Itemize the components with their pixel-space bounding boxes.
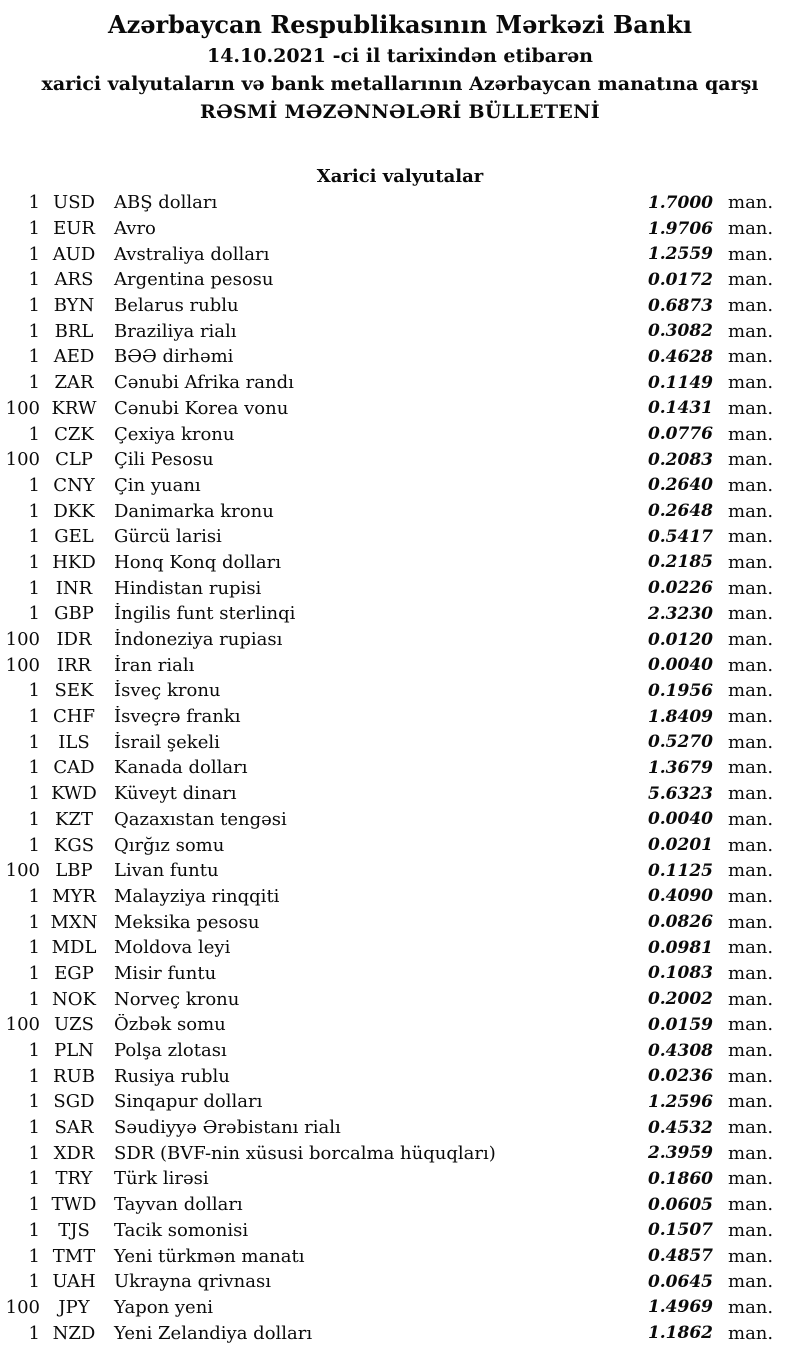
currency-code: MXN [50, 911, 98, 933]
table-row [0, 755, 800, 781]
currency-code: AUD [52, 243, 96, 265]
table-row [0, 1192, 800, 1218]
currency-code: SGD [53, 1091, 95, 1113]
currency-name: Yapon yeni [114, 1296, 214, 1318]
unit-label: man. [728, 500, 774, 522]
currency-name: İsveçrə frankı [114, 706, 241, 728]
rate-value: 1.8409 [647, 706, 713, 727]
currency-quantity: 100 [5, 397, 40, 419]
currency-name: Tayvan dolları [114, 1194, 243, 1216]
unit-label: man. [728, 1168, 774, 1190]
rate-value: 0.1149 [647, 372, 713, 393]
table-row [0, 601, 800, 627]
currency-quantity: 1 [28, 1245, 40, 1267]
currency-name: Misir funtu [114, 962, 217, 984]
table-row [0, 498, 800, 524]
currency-quantity: 1 [28, 218, 40, 240]
table-row [0, 550, 800, 576]
currency-quantity: 1 [28, 937, 40, 959]
currency-quantity: 1 [28, 192, 40, 214]
rate-value: 0.4090 [647, 886, 713, 907]
table-row [0, 678, 800, 704]
currency-code: CAD [53, 757, 95, 779]
currency-name: Meksika pesosu [114, 911, 260, 933]
unit-label: man. [728, 1322, 774, 1344]
currency-quantity: 1 [28, 320, 40, 342]
rate-value: 0.0159 [647, 1014, 713, 1035]
unit-label: man. [728, 1040, 774, 1062]
unit-label: man. [728, 243, 774, 265]
rate-value: 0.4857 [647, 1246, 713, 1267]
rate-value: 0.0605 [647, 1194, 713, 1215]
currency-name: Çin yuanı [114, 474, 201, 496]
table-row [0, 396, 800, 422]
currency-name: Moldova leyi [114, 937, 231, 959]
currency-code: MYR [52, 885, 96, 907]
table-row [0, 729, 800, 755]
currency-quantity: 1 [28, 1117, 40, 1139]
unit-label: man. [728, 1014, 774, 1036]
rate-value: 0.0981 [647, 937, 713, 958]
currency-quantity: 1 [28, 603, 40, 625]
currency-code: IDR [56, 629, 92, 651]
unit-label: man. [728, 962, 774, 984]
table-row [0, 986, 800, 1012]
currency-code: TWD [51, 1194, 97, 1216]
currency-name: Qırğız somu [114, 834, 225, 856]
currency-code: GEL [54, 526, 94, 548]
rate-value: 0.0120 [647, 629, 713, 650]
table-row [0, 781, 800, 807]
currency-name: Rusiya rublu [114, 1065, 230, 1087]
currency-rates-table [0, 190, 800, 1346]
unit-label: man. [728, 1065, 774, 1087]
currency-name: Norveç kronu [114, 988, 240, 1010]
currency-name: İsrail şekeli [114, 731, 220, 753]
rate-value: 0.1083 [647, 963, 713, 984]
rate-value: 0.2002 [647, 989, 713, 1010]
currency-name: İndoneziya rupiası [114, 629, 283, 651]
currency-code: CHF [53, 706, 95, 728]
currency-quantity: 1 [28, 269, 40, 291]
currency-code: UZS [53, 1014, 94, 1036]
rate-value: 0.1860 [647, 1168, 713, 1189]
currency-code: XDR [53, 1142, 95, 1164]
table-row [0, 1140, 800, 1166]
unit-label: man. [728, 629, 774, 651]
currency-code: KZT [55, 808, 93, 830]
unit-label: man. [728, 1117, 774, 1139]
currency-quantity: 1 [28, 706, 40, 728]
currency-code: UAH [52, 1271, 96, 1293]
table-row [0, 447, 800, 473]
currency-name: Honq Konq dolları [114, 551, 281, 573]
currency-code: EGP [54, 962, 94, 984]
currency-quantity: 100 [5, 860, 40, 882]
rate-value: 0.0645 [647, 1271, 713, 1292]
currency-code: KRW [51, 397, 97, 419]
rate-value: 2.3230 [647, 603, 713, 624]
unit-label: man. [728, 988, 774, 1010]
currency-name: Avstraliya dolları [114, 243, 270, 265]
unit-label: man. [728, 526, 774, 548]
currency-quantity: 1 [28, 680, 40, 702]
currency-code: AED [53, 346, 95, 368]
unit-label: man. [728, 680, 774, 702]
unit-label: man. [728, 783, 774, 805]
currency-quantity: 1 [28, 1091, 40, 1113]
currency-code: ARS [54, 269, 94, 291]
currency-quantity: 1 [28, 834, 40, 856]
currency-code: JPY [58, 1296, 90, 1318]
currency-quantity: 1 [28, 243, 40, 265]
table-row [0, 267, 800, 293]
currency-name: Polşa zlotası [114, 1040, 227, 1062]
unit-label: man. [728, 474, 774, 496]
table-row [0, 1012, 800, 1038]
currency-name: Braziliya rialı [114, 320, 237, 342]
currency-code: CNY [53, 474, 95, 496]
unit-label: man. [728, 295, 774, 317]
currency-name: Gürcü larisi [114, 526, 222, 548]
currency-quantity: 1 [28, 1322, 40, 1344]
currency-name: Çili Pesosu [114, 449, 214, 471]
table-row [0, 1038, 800, 1064]
table-row [0, 1063, 800, 1089]
currency-quantity: 1 [28, 295, 40, 317]
table-row [0, 627, 800, 653]
unit-label: man. [728, 706, 774, 728]
currency-quantity: 1 [28, 1040, 40, 1062]
currency-quantity: 1 [28, 577, 40, 599]
rate-value: 0.4308 [647, 1040, 713, 1061]
rate-value: 0.4628 [647, 346, 713, 367]
currency-code: IRR [56, 654, 92, 676]
currency-quantity: 100 [5, 449, 40, 471]
table-row [0, 652, 800, 678]
currency-name: ABŞ dolları [114, 192, 218, 214]
currency-name: Livan funtu [114, 860, 219, 882]
currency-quantity: 1 [28, 962, 40, 984]
effective-date-line: 14.10.2021 -ci il tarixindən etibarən [206, 45, 593, 67]
bulletin-subtitle: xarici valyutaların və bank metallarının Azərbaycan manatına qarşı [41, 73, 759, 95]
currency-name: Sinqapur dolları [114, 1091, 263, 1113]
currency-name: Yeni türkmən manatı [114, 1245, 305, 1267]
currency-code: RUB [53, 1065, 95, 1087]
table-row [0, 1269, 800, 1295]
rate-value: 1.3679 [647, 757, 713, 778]
currency-quantity: 1 [28, 346, 40, 368]
rate-value: 0.5270 [647, 732, 713, 753]
currency-quantity: 100 [5, 1296, 40, 1318]
table-row [0, 575, 800, 601]
currency-name: Səudiyyə Ərəbistanı rialı [114, 1117, 341, 1139]
unit-label: man. [728, 757, 774, 779]
rate-value: 0.6873 [647, 295, 713, 316]
rate-value: 0.0826 [647, 912, 713, 933]
unit-label: man. [728, 1296, 774, 1318]
rate-value: 2.3959 [647, 1143, 713, 1164]
unit-label: man. [728, 397, 774, 419]
currency-quantity: 1 [28, 757, 40, 779]
currency-code: TJS [58, 1219, 90, 1241]
currency-code: SAR [54, 1117, 94, 1139]
currency-name: Ukrayna qrivnası [114, 1271, 271, 1293]
rate-value: 1.4969 [647, 1297, 713, 1318]
rate-value: 0.1431 [647, 398, 713, 419]
table-row [0, 293, 800, 319]
unit-label: man. [728, 911, 774, 933]
bank-name-title: Azərbaycan Respublikasının Mərkəzi Bankı [107, 10, 693, 39]
currency-quantity: 1 [28, 526, 40, 548]
currency-quantity: 1 [28, 808, 40, 830]
rate-value: 0.1507 [647, 1220, 713, 1241]
currency-code: CZK [54, 423, 94, 445]
table-row [0, 216, 800, 242]
currency-name: Argentina pesosu [114, 269, 274, 291]
currency-code: SEK [54, 680, 94, 702]
currency-quantity: 1 [28, 885, 40, 907]
currency-name: İsveç kronu [114, 680, 221, 702]
unit-label: man. [728, 1245, 774, 1267]
rate-value: 0.5417 [647, 526, 713, 547]
currency-quantity: 100 [5, 654, 40, 676]
currency-code: TMT [52, 1245, 96, 1267]
table-row [0, 1218, 800, 1244]
table-row [0, 807, 800, 833]
rate-value: 1.1862 [647, 1323, 713, 1344]
currency-code: GBP [54, 603, 94, 625]
table-row [0, 1166, 800, 1192]
rate-value: 0.0226 [647, 578, 713, 599]
unit-label: man. [728, 1194, 774, 1216]
currency-quantity: 1 [28, 911, 40, 933]
unit-label: man. [728, 1142, 774, 1164]
currency-code: HKD [52, 551, 96, 573]
currency-name: Qazaxıstan tengəsi [114, 808, 287, 830]
table-row [0, 884, 800, 910]
table-row [0, 524, 800, 550]
currency-code: KWD [51, 783, 97, 805]
table-row [0, 1115, 800, 1141]
currency-name: SDR (BVF-nin xüsusi borcalma hüquqları) [114, 1142, 496, 1164]
table-row [0, 1320, 800, 1346]
currency-name: Küveyt dinarı [114, 783, 237, 805]
currency-name: Malayziya rinqqiti [114, 885, 280, 907]
currency-name: İran rialı [114, 654, 195, 676]
unit-label: man. [728, 577, 774, 599]
rate-value: 0.0776 [647, 424, 713, 445]
currency-code: BRL [54, 320, 94, 342]
rate-value: 0.0040 [647, 809, 713, 830]
unit-label: man. [728, 937, 774, 959]
currency-name: Avro [114, 218, 156, 240]
rate-value: 0.1125 [647, 860, 713, 881]
table-row [0, 961, 800, 987]
unit-label: man. [728, 603, 774, 625]
currency-code: USD [53, 192, 95, 214]
rate-value: 0.0201 [647, 835, 713, 856]
table-row [0, 241, 800, 267]
currency-name: Kanada dolları [114, 757, 248, 779]
currency-quantity: 1 [28, 1271, 40, 1293]
currency-code: MDL [51, 937, 97, 959]
currency-code: ZAR [54, 372, 94, 394]
unit-label: man. [728, 1219, 774, 1241]
currency-code: NOK [52, 988, 96, 1010]
unit-label: man. [728, 808, 774, 830]
table-row [0, 909, 800, 935]
currency-quantity: 1 [28, 1219, 40, 1241]
currency-code: LBP [55, 860, 93, 882]
currency-code: TRY [55, 1168, 93, 1190]
rate-value: 0.2083 [647, 449, 713, 470]
unit-label: man. [728, 885, 774, 907]
currency-name: Cənubi Afrika randı [114, 372, 294, 394]
rate-value: 0.4532 [647, 1117, 713, 1138]
table-row [0, 473, 800, 499]
rate-value: 0.3082 [647, 321, 713, 342]
currency-name: Danimarka kronu [114, 500, 274, 522]
currency-quantity: 1 [28, 731, 40, 753]
unit-label: man. [728, 218, 774, 240]
table-row [0, 370, 800, 396]
currency-name: Belarus rublu [114, 295, 239, 317]
unit-label: man. [728, 860, 774, 882]
currency-quantity: 1 [28, 423, 40, 445]
currency-quantity: 1 [28, 783, 40, 805]
currency-name: İngilis funt sterlinqi [114, 603, 296, 625]
currency-name: Çexiya kronu [114, 423, 235, 445]
unit-label: man. [728, 346, 774, 368]
unit-label: man. [728, 449, 774, 471]
unit-label: man. [728, 372, 774, 394]
currency-quantity: 100 [5, 629, 40, 651]
table-row [0, 704, 800, 730]
currency-name: Tacik somonisi [114, 1219, 249, 1241]
table-row [0, 858, 800, 884]
table-row [0, 421, 800, 447]
currency-quantity: 1 [28, 372, 40, 394]
currency-code: ILS [58, 731, 90, 753]
rate-value: 0.2185 [647, 552, 713, 573]
currency-name: Özbək somu [114, 1014, 226, 1036]
currency-code: DKK [53, 500, 95, 522]
rate-value: 0.2648 [647, 501, 713, 522]
unit-label: man. [728, 269, 774, 291]
unit-label: man. [728, 834, 774, 856]
table-row [0, 1243, 800, 1269]
table-row [0, 344, 800, 370]
rate-value: 0.0236 [647, 1066, 713, 1087]
table-row [0, 935, 800, 961]
rate-value: 0.1956 [647, 680, 713, 701]
rate-value: 1.2559 [647, 244, 713, 265]
currency-code: BYN [53, 295, 95, 317]
currency-name: Yeni Zelandiya dolları [114, 1322, 313, 1344]
rate-value: 0.2640 [647, 475, 713, 496]
rate-value: 1.2596 [647, 1091, 713, 1112]
bulletin-header [0, 8, 800, 126]
currency-code: NZD [52, 1322, 96, 1344]
currency-name: Cənubi Korea vonu [114, 397, 289, 419]
unit-label: man. [728, 731, 774, 753]
currency-name: BƏƏ dirhəmi [114, 346, 234, 368]
table-row [0, 318, 800, 344]
currency-quantity: 1 [28, 1065, 40, 1087]
table-row [0, 1089, 800, 1115]
currency-quantity: 1 [28, 988, 40, 1010]
unit-label: man. [728, 654, 774, 676]
table-row [0, 832, 800, 858]
currency-code: CLP [55, 449, 93, 471]
currency-quantity: 1 [28, 1194, 40, 1216]
unit-label: man. [728, 1271, 774, 1293]
rate-value: 1.9706 [647, 218, 713, 239]
unit-label: man. [728, 320, 774, 342]
currency-code: KGS [53, 834, 95, 856]
section-title-foreign-currencies: Xarici valyutalar [316, 166, 484, 187]
unit-label: man. [728, 192, 774, 214]
table-row [0, 1295, 800, 1321]
currency-code: PLN [54, 1040, 94, 1062]
unit-label: man. [728, 423, 774, 445]
table-row [0, 190, 800, 216]
currency-quantity: 1 [28, 1142, 40, 1164]
currency-quantity: 1 [28, 551, 40, 573]
rate-value: 5.6323 [647, 783, 713, 804]
currency-name: Türk lirəsi [114, 1168, 209, 1190]
currency-quantity: 1 [28, 474, 40, 496]
unit-label: man. [728, 1091, 774, 1113]
currency-code: INR [55, 577, 93, 599]
currency-name: Hindistan rupisi [114, 577, 262, 599]
rate-value: 0.0172 [647, 269, 713, 290]
unit-label: man. [728, 551, 774, 573]
rate-value: 0.0040 [647, 655, 713, 676]
currency-quantity: 100 [5, 1014, 40, 1036]
currency-code: EUR [53, 218, 95, 240]
currency-quantity: 1 [28, 500, 40, 522]
bulletin-title: RƏSMİ MƏZƏNNƏLƏRİ BÜLLETENİ [200, 101, 600, 123]
rate-value: 1.7000 [647, 192, 713, 213]
currency-quantity: 1 [28, 1168, 40, 1190]
